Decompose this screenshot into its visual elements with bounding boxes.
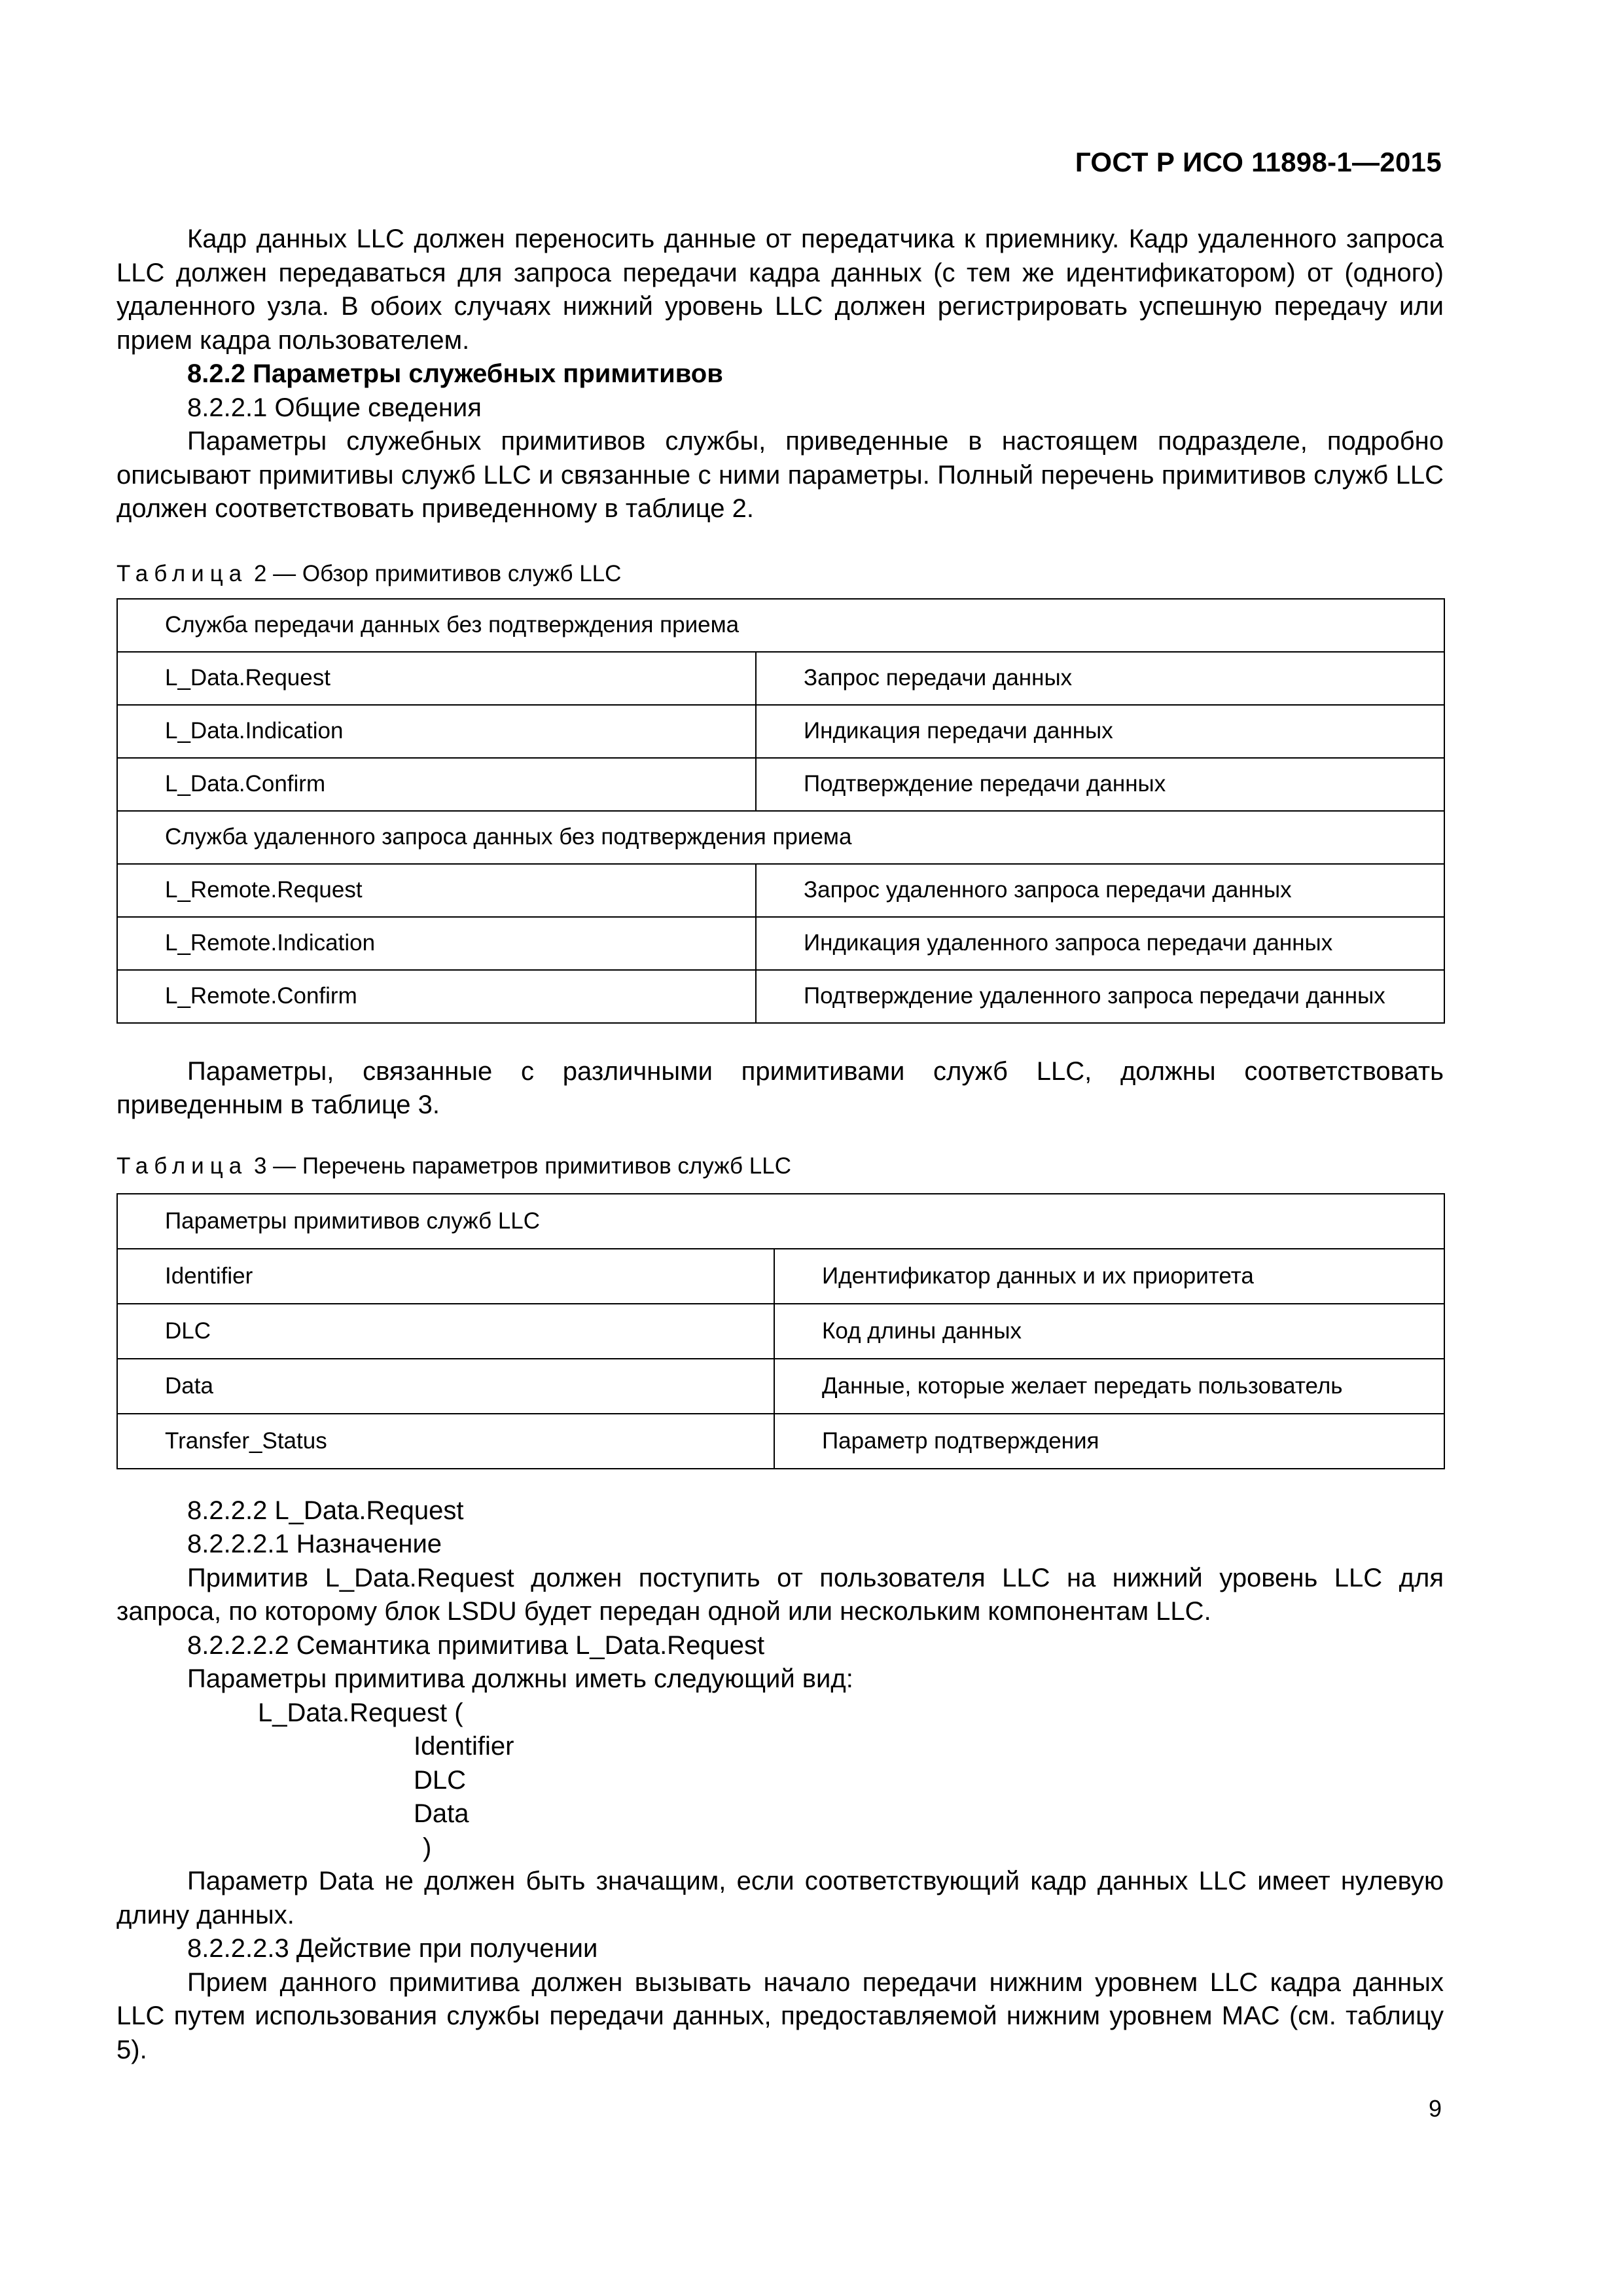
parameter-cell: Transfer_Status xyxy=(117,1414,774,1469)
code-param-data: Data xyxy=(414,1799,469,1828)
table3 xyxy=(116,1193,1445,1469)
description-cell: Подтверждение передачи данных xyxy=(756,758,1444,811)
section-heading-822 xyxy=(116,357,1444,391)
action-paragraph: Прием данного примитива должен вызывать начало передачи нижним уровнем LLC кадра данных LLC путем использования службы передачи данных, предоставляемой нижним уровнем MAC (см. таблицу 5). xyxy=(116,1967,1444,2064)
primitive-cell: L_Remote.Indication xyxy=(117,917,756,970)
table-group-cell: Служба удаленного запроса данных без подтверждения приема xyxy=(117,811,1444,864)
primitive-cell: L_Data.Confirm xyxy=(117,758,756,811)
table-group-row xyxy=(117,1194,1444,1249)
table2-caption xyxy=(116,559,1444,589)
table-row xyxy=(117,1304,1444,1359)
description-cell: Данные, которые желает передать пользователь xyxy=(774,1359,1444,1414)
subsection-heading-82222: 8.2.2.2.2 Семантика примитива L_Data.Request xyxy=(187,1630,765,1660)
code-param-dlc: DLC xyxy=(414,1765,467,1795)
table-row xyxy=(117,652,1444,705)
table-row xyxy=(117,1414,1444,1469)
subsection-heading-82223: 8.2.2.2.3 Действие при получении xyxy=(187,1934,598,1963)
primitive-cell: L_Remote.Confirm xyxy=(117,970,756,1023)
between-tables-paragraph: Параметры, связанные с различными примитивами служб LLC, должны соответствовать приведенным в таблице 3. xyxy=(116,1056,1444,1119)
parameter-cell: Data xyxy=(117,1359,774,1414)
primitive-cell: L_Data.Indication xyxy=(117,705,756,758)
table2-caption-text: 2 — Обзор примитивов служб LLC xyxy=(247,560,622,586)
table2-caption-label: Таблица xyxy=(116,560,248,586)
table-row xyxy=(117,970,1444,1023)
data-note-paragraph: Параметр Data не должен быть значащим, если соответствующий кадр данных LLC имеет нулевую длину данных. xyxy=(116,1867,1444,1929)
table-row xyxy=(117,705,1444,758)
section-title: Параметры служебных примитивов xyxy=(253,359,723,388)
description-cell: Индикация передачи данных xyxy=(756,705,1444,758)
description-cell: Индикация удаленного запроса передачи данных xyxy=(756,917,1444,970)
parameter-cell: DLC xyxy=(117,1304,774,1359)
subsection-heading-8221: 8.2.2.1 Общие сведения xyxy=(187,393,482,422)
description-cell: Идентификатор данных и их приоритета xyxy=(774,1249,1444,1304)
table-row xyxy=(117,1359,1444,1414)
table-row xyxy=(117,1249,1444,1304)
table-group-cell: Параметры примитивов служб LLC xyxy=(117,1194,1444,1249)
table-group-row xyxy=(117,599,1444,652)
section-number: 8.2.2 xyxy=(187,359,245,388)
intro-paragraph: Кадр данных LLC должен переносить данные от передатчика к приемнику. Кадр удаленного запроса LLC должен передаваться для запроса передачи кадра данных (с тем же идентификатором) от (одного) удаленного узла. В обоих случаях нижний уровень LLC должен регистрировать успешную передачу или прием кадра пользователем. xyxy=(116,224,1444,355)
subsection-heading-8222: 8.2.2.2 L_Data.Request xyxy=(187,1496,464,1525)
table-row xyxy=(117,917,1444,970)
table3-caption xyxy=(116,1151,1444,1181)
section-822-paragraph: Параметры служебных примитивов службы, приведенные в настоящем подразделе, подробно описывают примитивы служб LLC и связанные с ними параметры. Полный перечень примитивов служб LLC должен соответствовать приведенному в таблице 2. xyxy=(116,427,1444,523)
table3-caption-label: Таблица xyxy=(116,1153,248,1179)
page-content xyxy=(116,223,1444,2067)
page-number: 9 xyxy=(1428,2095,1442,2122)
primitive-cell: L_Data.Request xyxy=(117,652,756,705)
description-cell: Запрос передачи данных xyxy=(756,652,1444,705)
description-cell: Подтверждение удаленного запроса передачи данных xyxy=(756,970,1444,1023)
table-row xyxy=(117,864,1444,917)
description-cell: Запрос удаленного запроса передачи данных xyxy=(756,864,1444,917)
table-group-row xyxy=(117,811,1444,864)
document-header: ГОСТ Р ИСО 11898-1—2015 xyxy=(1075,147,1442,177)
description-cell: Параметр подтверждения xyxy=(774,1414,1444,1469)
primitive-cell: L_Remote.Request xyxy=(117,864,756,917)
table2 xyxy=(116,598,1445,1024)
table3-caption-text: 3 — Перечень параметров примитивов служб LLC xyxy=(247,1153,791,1179)
description-cell: Код длины данных xyxy=(774,1304,1444,1359)
purpose-paragraph: Примитив L_Data.Request должен поступить от пользователя LLC на нижний уровень LLC для запроса, по которому блок LSDU будет передан одной или нескольким компонентам LLC. xyxy=(116,1563,1444,1626)
table-row xyxy=(117,758,1444,811)
code-close-line: ) xyxy=(423,1833,432,1862)
code-param-identifier: Identifier xyxy=(414,1732,514,1761)
semantics-intro: Параметры примитива должны иметь следующий вид: xyxy=(187,1664,853,1693)
table-group-cell: Служба передачи данных без подтверждения приема xyxy=(117,599,1444,652)
code-open-line: L_Data.Request ( xyxy=(258,1698,463,1727)
parameter-cell: Identifier xyxy=(117,1249,774,1304)
subsection-heading-82221: 8.2.2.2.1 Назначение xyxy=(187,1530,442,1558)
